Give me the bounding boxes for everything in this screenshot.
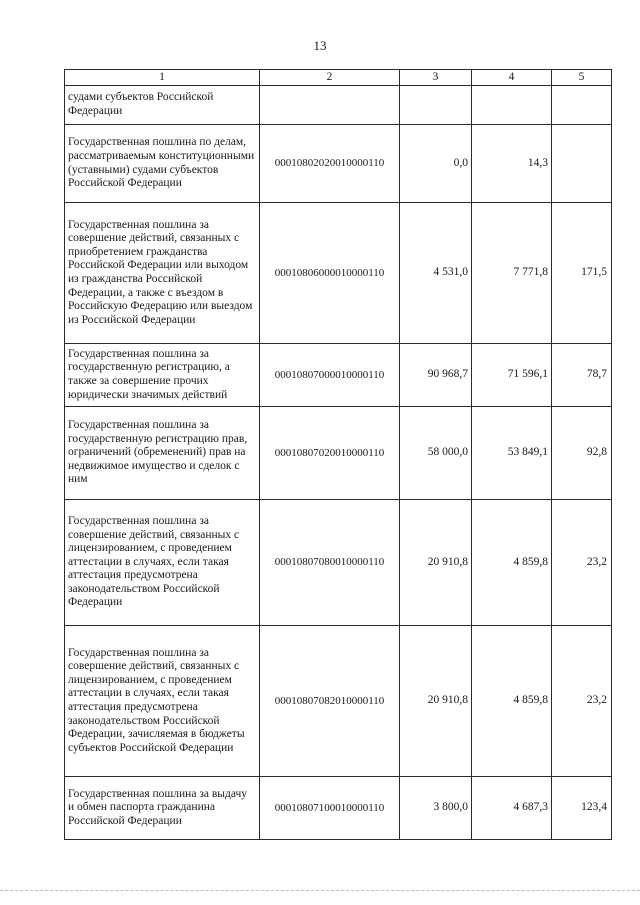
row-plan: 3 800,0 [400,777,472,840]
row-actual: 14,3 [472,125,552,203]
scan-edge-divider [0,890,640,891]
row-code: 00010807080010000110 [260,500,400,626]
row-actual: 4 859,8 [472,626,552,777]
table-row [65,86,612,125]
row-plan: 20 910,8 [400,626,472,777]
row-percent [552,125,612,203]
table-row [65,203,612,344]
row-plan: 20 910,8 [400,500,472,626]
row-actual: 53 849,1 [472,407,552,500]
page-number: 13 [313,38,327,53]
header-col-2: 2 [260,70,400,86]
header-col-5: 5 [552,70,612,86]
row-name: Государственная пошлина за государственную регистрацию, а также за совершение прочих юридически значимых действий [65,344,260,407]
row-code: 00010807020010000110 [260,407,400,500]
table-row [65,125,612,203]
row-name: Государственная пошлина за выдачу и обмен паспорта гражданина Российской Федерации [65,777,260,840]
header-col-3: 3 [400,70,472,86]
row-actual: 4 859,8 [472,500,552,626]
row-name: судами субъектов Российской Федерации [65,86,260,125]
row-percent: 78,7 [552,344,612,407]
row-name: Государственная пошлина за совершение действий, связанных с лицензированием, с проведением аттестации в случаях, если такая аттестация предусмотрена законодательством Российской Федерации [65,500,260,626]
row-code: 00010806000010000110 [260,203,400,344]
row-code: 00010807100010000110 [260,777,400,840]
row-name: Государственная пошлина по делам, рассматриваемым конституционными (уставными) судами субъектов Российской Федерации [65,125,260,203]
row-actual: 7 771,8 [472,203,552,344]
row-plan: 0,0 [400,125,472,203]
row-name: Государственная пошлина за государственную регистрацию прав, ограничений (обременений) прав на недвижимое имущество и сделок с ним [65,407,260,500]
row-actual [472,86,552,125]
row-code: 00010807000010000110 [260,344,400,407]
table-row [65,626,612,777]
row-plan: 90 968,7 [400,344,472,407]
row-percent: 23,2 [552,626,612,777]
row-code [260,86,400,125]
row-plan: 4 531,0 [400,203,472,344]
revenue-table [64,69,612,840]
row-percent: 123,4 [552,777,612,840]
header-col-4: 4 [472,70,552,86]
table-row [65,344,612,407]
row-plan: 58 000,0 [400,407,472,500]
table-row [65,407,612,500]
row-percent: 171,5 [552,203,612,344]
row-percent [552,86,612,125]
header-col-1: 1 [65,70,260,86]
row-percent: 92,8 [552,407,612,500]
row-name: Государственная пошлина за совершение действий, связанных с приобретением гражданства Российской Федерации или выходом из гражданства Российской Федерации, а также с въездом в Российскую Федерацию или выездом из Российской Федерации [65,203,260,344]
row-percent: 23,2 [552,500,612,626]
row-actual: 71 596,1 [472,344,552,407]
header-row [65,70,612,86]
row-code: 00010802020010000110 [260,125,400,203]
row-name: Государственная пошлина за совершение действий, связанных с лицензированием, с проведением аттестации в случаях, если такая аттестация предусмотрена законодательством Российской Федерации, зачисляемая в бюджеты субъектов Российской Федерации [65,626,260,777]
row-code: 00010807082010000110 [260,626,400,777]
row-actual: 4 687,3 [472,777,552,840]
row-plan [400,86,472,125]
table-row [65,500,612,626]
table-row [65,777,612,840]
